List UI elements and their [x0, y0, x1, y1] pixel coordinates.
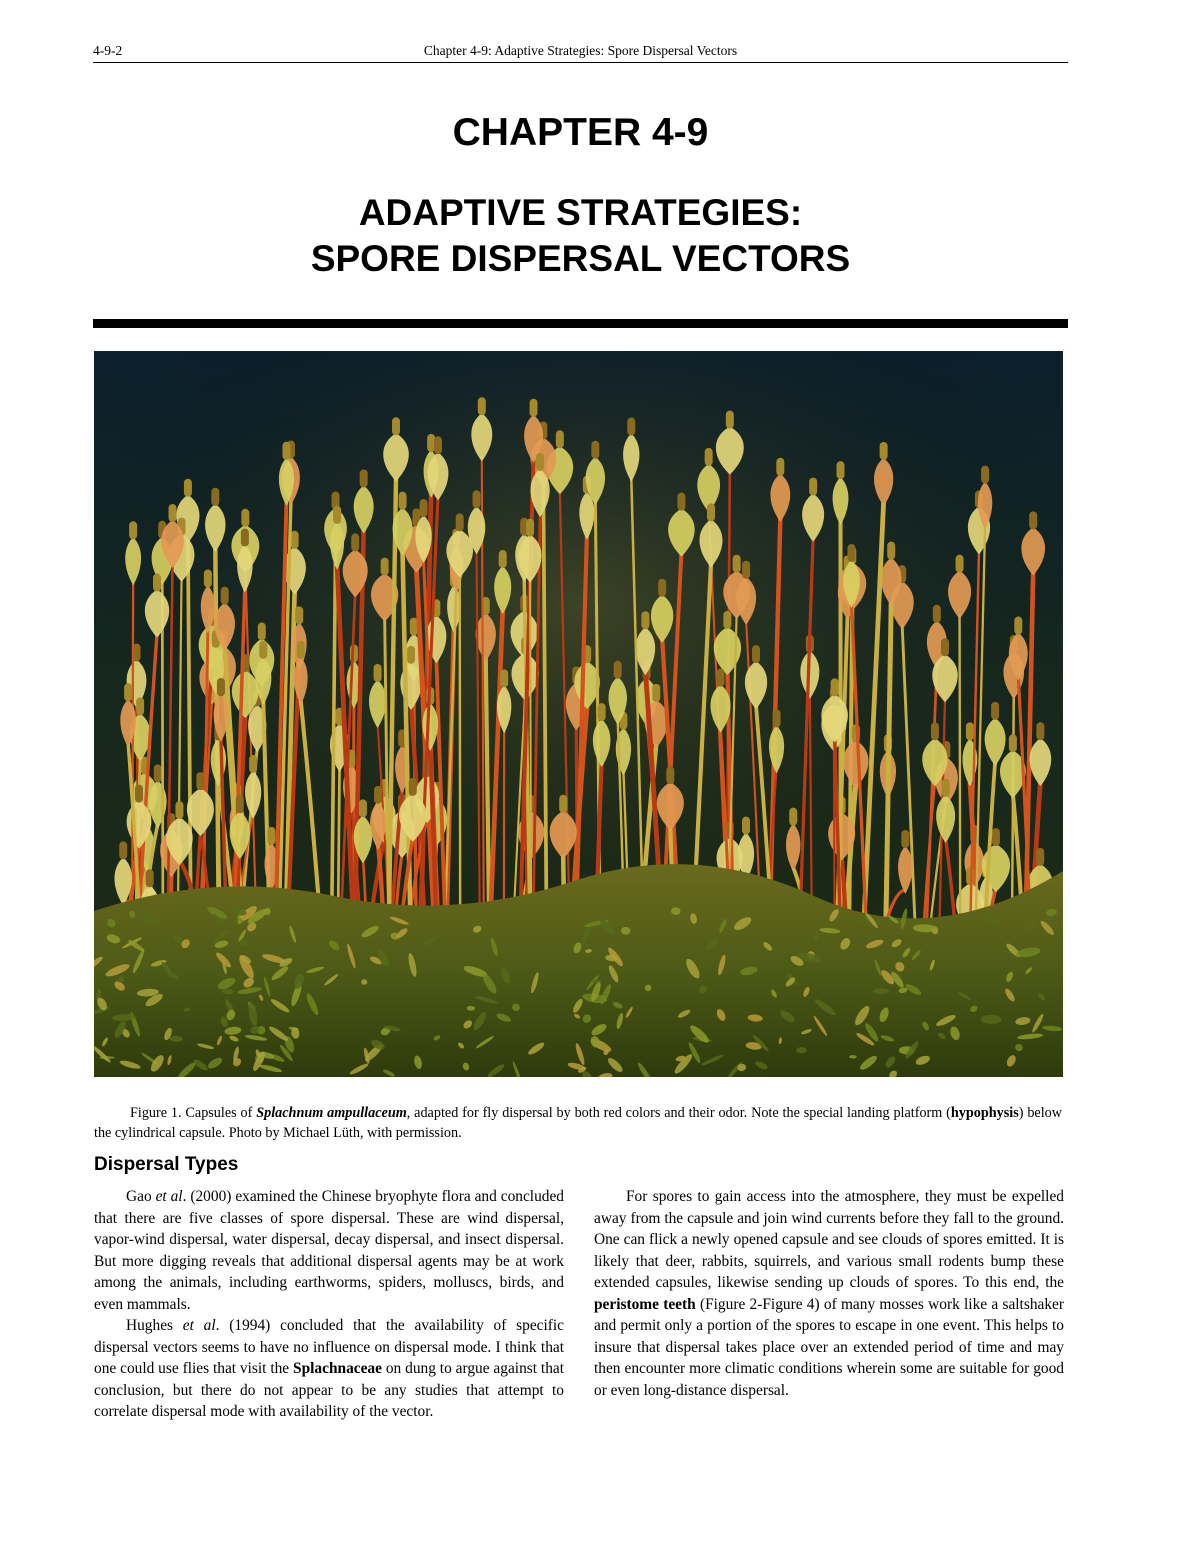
capsule-operculum [478, 397, 486, 415]
moss-capsules-photo [94, 351, 1063, 1077]
caption-text: ) below the cylindrical capsule. Photo by Michael Lüth, with permission. [94, 1105, 1063, 1142]
moss-leaf [621, 927, 631, 935]
text-column-right [594, 1186, 1064, 1401]
capsule-operculum [154, 764, 162, 782]
capsule-operculum [392, 417, 400, 435]
moss-seta [960, 615, 961, 943]
paragraph [594, 1186, 1064, 1401]
capsule-operculum [1036, 722, 1044, 740]
capsule-operculum [1036, 848, 1044, 866]
capsule-operculum [809, 478, 817, 496]
capsule-operculum [169, 504, 177, 522]
capsule-operculum [591, 441, 599, 459]
caption-species-name: Splachnum ampullaceum [256, 1105, 407, 1122]
paragraph [94, 1186, 564, 1315]
moss-leaf [849, 1055, 857, 1058]
capsule-operculum [499, 550, 507, 568]
capsule-operculum [1009, 734, 1017, 752]
capsule-operculum [723, 611, 731, 629]
capsule-operculum [933, 605, 941, 623]
capsule-operculum [942, 779, 950, 797]
capsule-operculum [742, 561, 750, 579]
capsule-operculum [420, 499, 428, 517]
capsule-operculum [991, 702, 999, 720]
capsule-operculum [381, 558, 389, 576]
capsule-operculum [129, 521, 137, 539]
running-header [93, 40, 1068, 63]
capsule-operculum [556, 430, 564, 448]
capsule-operculum [124, 683, 132, 701]
capsule-operculum [726, 411, 734, 429]
capsule-operculum [236, 795, 244, 813]
capsule-operculum [500, 669, 508, 687]
capsule-operculum [241, 528, 249, 546]
capsule-operculum [598, 703, 606, 721]
capsule-operculum [880, 442, 888, 460]
capsule-operculum [776, 458, 784, 476]
text-run: Gao [126, 1188, 156, 1205]
capsule-operculum [992, 828, 1000, 846]
capsule-operculum [221, 587, 229, 605]
capsule-operculum [707, 503, 715, 521]
section-heading: Dispersal Types [94, 1154, 239, 1175]
capsule-operculum [297, 641, 305, 659]
caption-text: , adapted for fly dispersal by both red colors and their odor. Note the special landing platform ( [406, 1105, 951, 1122]
capsule-operculum [333, 506, 341, 524]
capsule-operculum [360, 469, 368, 487]
term-peristome-teeth: peristome teeth [594, 1295, 696, 1313]
text-run-italic: et al [182, 1317, 216, 1334]
capsule-operculum [351, 533, 359, 551]
capsule-operculum [259, 641, 267, 659]
figure-caption [94, 1103, 1062, 1143]
capsule-operculum [249, 755, 257, 773]
capsule-operculum [409, 778, 417, 796]
capsule-operculum [135, 785, 143, 803]
capsule-operculum [559, 795, 567, 813]
capsule-operculum [196, 772, 204, 790]
moss-leaf [873, 988, 889, 994]
capsule-operculum [374, 786, 382, 804]
capsule-operculum [956, 555, 964, 573]
figure-photo [94, 351, 1063, 1077]
capsule-operculum [407, 646, 415, 664]
caption-term: hypophysis [950, 1105, 1019, 1122]
capsule-operculum [847, 544, 855, 562]
capsule-operculum [831, 678, 839, 696]
capsule-operculum [295, 606, 303, 624]
capsule-operculum [641, 611, 649, 629]
text-run: Hughes [126, 1317, 183, 1334]
capsule-operculum [268, 827, 276, 845]
text-run: on dung to argue against that conclusion, but there do not appear to be any studies that attempt to correlate dispersal mode with availability of the vector. [94, 1360, 564, 1420]
capsule-operculum [175, 801, 183, 819]
capsule-operculum [427, 434, 435, 452]
capsule-operculum [153, 574, 161, 592]
chapter-title-line-2: SPORE DISPERSAL VECTORS [310, 238, 851, 279]
capsule-operculum [752, 645, 760, 663]
chapter-title-line-1: ADAPTIVE STRATEGIES: [358, 192, 803, 233]
capsule-operculum [282, 442, 290, 460]
capsule-operculum [136, 697, 144, 715]
caption-text: Figure 1. Capsules of [130, 1105, 257, 1122]
page-number: 4-9-2 [93, 43, 123, 58]
capsule-operculum [291, 531, 299, 549]
text-run: . (2000) examined the Chinese bryophyte flora and concluded that there are five classes of spore dispersal. These are wind dispersal, vapor-wind dispersal, water dispersal, decay dispersal, and insect dispersal. But more digging reveals that additional dispersal agents may be at work among the animals, including earthworms, spiders, molluscs, birds, and even mammals. [94, 1188, 564, 1313]
capsule-operculum [434, 436, 442, 454]
capsule-operculum [456, 513, 464, 531]
capsule-operculum [184, 479, 192, 497]
capsule-operculum [981, 466, 989, 484]
capsule-operculum [399, 492, 407, 510]
text-run-italic: et al [155, 1188, 183, 1205]
capsule-operculum [614, 661, 622, 679]
capsule-operculum [677, 493, 685, 511]
capsule-operculum [1014, 617, 1022, 635]
capsule-operculum [410, 618, 418, 636]
capsule-operculum [146, 869, 154, 887]
capsule-operculum [901, 830, 909, 848]
capsule-operculum [931, 722, 939, 740]
capsule-operculum [204, 569, 212, 587]
capsule-operculum [217, 678, 225, 696]
capsule-operculum [627, 418, 635, 436]
moss-seta [530, 579, 531, 942]
capsule-operculum [536, 453, 544, 471]
capsule-operculum [1029, 511, 1037, 529]
text-run: For spores to gain access into the atmosphere, they must be expelled away from the capsule and join wind currents before they fall to the ground. One can flick a newly opened capsule and see clouds of spores emitted. It is likely that deer, rabbits, squirrels, and various small rodents bump these extended capsules, likewise sending up clouds of spores. To this end, the [594, 1188, 1064, 1291]
moss-seta [162, 581, 163, 939]
family-name: Splachnaceae [293, 1360, 382, 1377]
capsule-operculum [258, 622, 266, 640]
capsule-operculum [658, 579, 666, 597]
capsule-operculum [789, 808, 797, 826]
capsule-operculum [887, 542, 895, 560]
capsule-operculum [966, 722, 974, 740]
capsule-operculum [941, 638, 949, 656]
chapter-number: CHAPTER 4-9 [452, 111, 709, 154]
capsule-operculum [526, 519, 534, 537]
text-column-left [94, 1186, 564, 1423]
capsule-operculum [241, 509, 249, 527]
capsule-operculum [119, 841, 127, 859]
title-rule [93, 319, 1068, 328]
capsule-operculum [666, 766, 674, 784]
text-run: (Figure 2-Figure 4) of many mosses work like a saltshaker and permit only a portion of the spores to escape in one event. This helps to insure that dispersal takes place over an extended period of time and may then encounter more climatic conditions wherein some are suitable for good or even long-distance dispersal. [594, 1295, 1065, 1399]
running-title: Chapter 4-9: Adaptive Strategies: Spore Dispersal Vectors [423, 43, 738, 58]
capsule-operculum [359, 799, 367, 817]
capsule-operculum [773, 709, 781, 727]
capsule-operculum [211, 488, 219, 506]
chapter-title [93, 190, 1068, 282]
moss-seta [132, 581, 133, 931]
paragraph [94, 1315, 564, 1423]
capsule-operculum [530, 399, 538, 417]
capsule-operculum [742, 817, 750, 835]
capsule-operculum [473, 490, 481, 508]
capsule-operculum [717, 669, 725, 687]
capsule-operculum [652, 684, 660, 702]
capsule-operculum [374, 664, 382, 682]
capsule-operculum [733, 555, 741, 573]
moss-leaf [170, 1036, 183, 1042]
capsule-operculum [705, 448, 713, 466]
text-run: . (1994) concluded that the availability of specific dispersal vectors seems to have no influence on dispersal mode. I think that one could use flies that visit the [94, 1317, 564, 1377]
capsule-operculum [837, 461, 845, 479]
